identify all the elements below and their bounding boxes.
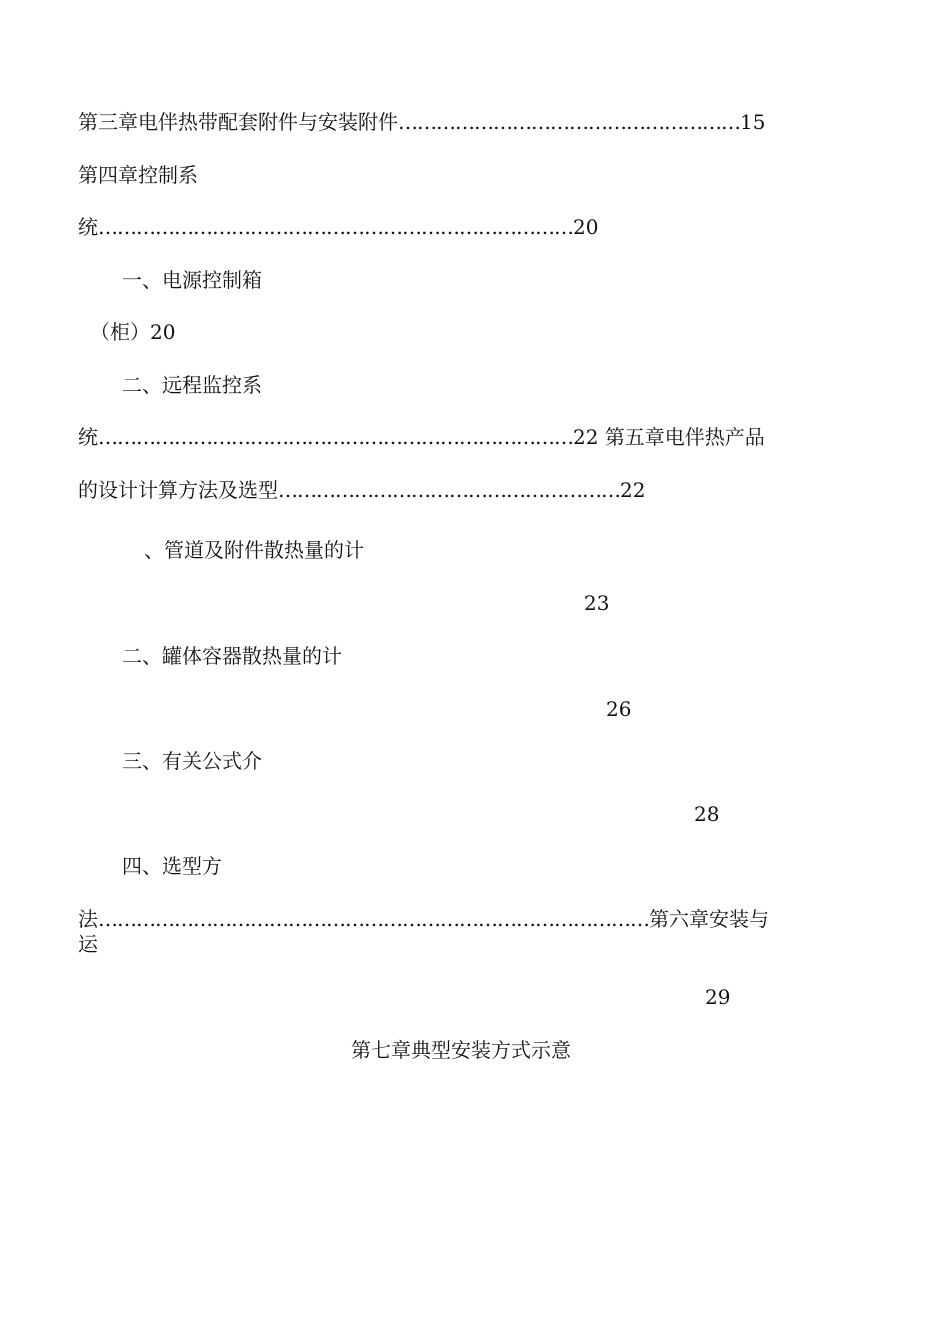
toc-entry-chapter-6-wrap: 运 [78, 932, 98, 956]
toc-entry-section-remote-monitor-title: 二、远程监控系 [122, 373, 262, 397]
toc-entry-chapter-6-title: 第六章安装与 [649, 907, 769, 931]
toc-entry-chapter-7-title: 第七章典型安装方式示意 [351, 1038, 571, 1062]
toc-entry-title: 第三章电伴热带配套附件与安装附件 [78, 110, 398, 134]
toc-entry-section-remote-monitor-cont [78, 425, 765, 449]
toc-leader-dots: ………………………………………………………………… [98, 425, 573, 449]
toc-entry-section-pipe-heat-page: 23 [584, 591, 610, 615]
toc-entry-section-power-box-title: 一、电源控制箱 [122, 268, 262, 292]
toc-entry-title: 统 [78, 215, 98, 239]
toc-entry-section-pipe-heat-title: 、管道及附件散热量的计 [144, 538, 364, 562]
toc-entry-title: 的设计计算方法及选型 [78, 478, 278, 502]
toc-entry-chapter-3 [78, 110, 765, 134]
toc-entry-section-formulas-page: 28 [694, 802, 720, 826]
toc-entry-chapter-5-title: 第五章电伴热产品 [604, 425, 765, 449]
toc-page-number: 20 [573, 215, 599, 239]
toc-entry-chapter-4-title: 第四章控制系 [78, 163, 198, 187]
toc-entry-section-tank-heat-title: 二、罐体容器散热量的计 [122, 644, 342, 668]
toc-entry-chapter-6-page: 29 [705, 985, 731, 1009]
toc-entry-section-tank-heat-page: 26 [606, 697, 632, 721]
toc-leader-dots: ……………………………………………… [278, 478, 620, 502]
toc-leader-dots: ………………………………………………………………… [98, 215, 573, 239]
toc-entry-section-power-box-cont: （柜）20 [90, 320, 176, 344]
toc-page-number: 22 [573, 425, 599, 449]
toc-page-number: 22 [620, 478, 646, 502]
toc-entry-chapter-4-cont [78, 215, 598, 239]
toc-entry-section-selection-title: 四、选型方 [122, 854, 222, 878]
toc-entry-section-formulas-title: 三、有关公式介 [122, 749, 262, 773]
toc-entry-title: 统 [78, 425, 98, 449]
toc-leader-dots: ……………………………………………… [398, 110, 740, 134]
toc-page-number: 15 [740, 110, 766, 134]
toc-entry-title: 法 [78, 907, 98, 931]
toc-entry-section-selection-cont [78, 907, 769, 931]
toc-entry-chapter-5-cont [78, 478, 645, 502]
toc-leader-dots: …………………………………………………………………………… [98, 907, 649, 931]
